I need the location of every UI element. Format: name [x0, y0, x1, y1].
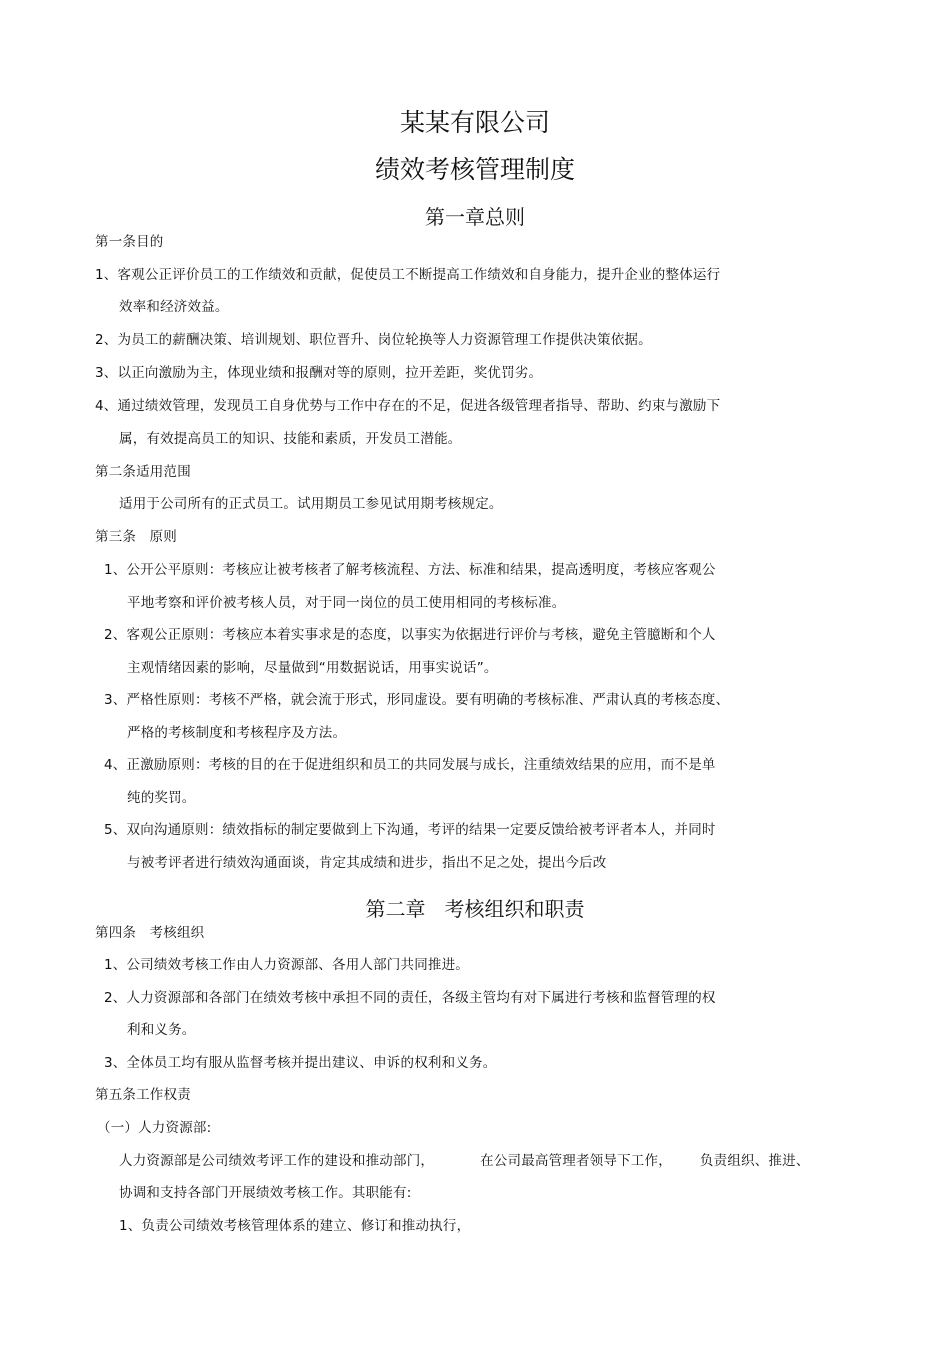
article-1-item-4-line-1: 4、通过绩效管理，发现员工自身优势与工作中存在的不足，促进各级管理者指导、帮助、约束与激励下	[95, 398, 721, 414]
company-name: 某某有限公司	[399, 108, 550, 137]
article-3-item-1-line-2: 平地考察和评价被考核人员，对于同一岗位的员工使用相同的考核标准。	[127, 595, 566, 611]
article-1-item-2: 2、为员工的薪酬决策、培训规划、职位晋升、岗位轮换等人力资源管理工作提供决策依据。	[95, 332, 652, 348]
article-3-item-4-line-2: 纯的奖罚。	[127, 790, 196, 806]
chapter-1-heading: 第一章总则	[425, 205, 525, 229]
article-4-item-2-line-1: 2、人力资源部和各部门在绩效考核中承担不同的责任，各级主管均有对下属进行考核和监督管理的权	[104, 990, 716, 1006]
hr-description-part-b: 在公司最高管理者领导下工作，	[480, 1153, 672, 1169]
hr-description-line-2: 协调和支持各部门开展绩效考核工作。其职能有:	[119, 1185, 412, 1201]
article-2-heading: 第二条适用范围	[95, 464, 191, 480]
article-5-heading: 第五条工作权责	[95, 1087, 191, 1103]
hr-description-part-c: 负责组织、推进、	[699, 1153, 810, 1169]
hr-description-part-a: 人力资源部是公司绩效考评工作的建设和推动部门，	[119, 1153, 435, 1169]
article-4-item-2-line-2: 利和义务。	[127, 1022, 196, 1038]
article-3-item-5-line-1: 5、双向沟通原则：绩效指标的制定要做到上下沟通，考评的结果一定要反馈给被考评者本人，并同时	[104, 822, 716, 838]
article-1-item-1-line-1: 1、客观公正评价员工的工作绩效和贡献，促使员工不断提高工作绩效和自身能力，提升企业的整体运行	[95, 267, 721, 283]
hr-description-line-1	[119, 1155, 810, 1169]
article-4-heading: 第四条 考核组织	[95, 925, 205, 941]
article-1-heading: 第一条目的	[95, 234, 164, 250]
article-3-item-3-line-2: 严格的考核制度和考核程序及方法。	[127, 725, 347, 741]
article-3-item-2-line-2: 主观情绪因素的影响，尽量做到“用数据说话，用事实说话”。	[127, 660, 498, 676]
document-title: 绩效考核管理制度	[374, 155, 575, 184]
article-3-item-3-line-1: 3、严格性原则：考核不严格，就会流于形式，形同虚设。要有明确的考核标准、严肃认真的考核态度、	[104, 692, 730, 708]
chapter-2-heading: 第二章 考核组织和职责	[365, 897, 585, 921]
article-5-subsection-1: （一）人力资源部:	[97, 1120, 212, 1136]
article-4-item-3: 3、全体员工均有服从监督考核并提出建议、申诉的权利和义务。	[104, 1055, 497, 1071]
article-4-item-1: 1、公司绩效考核工作由人力资源部、各用人部门共同推进。	[104, 957, 469, 973]
article-2-text: 适用于公司所有的正式员工。试用期员工参见试用期考核规定。	[119, 496, 503, 512]
article-3-heading: 第三条 原则	[95, 529, 177, 545]
article-1-item-3: 3、以正向激励为主，体现业绩和报酬对等的原则，拉开差距，奖优罚劣。	[95, 365, 543, 381]
article-1-item-1-line-2: 效率和经济效益。	[119, 299, 229, 315]
article-3-item-1-line-1: 1、公开公平原则：考核应让被考核者了解考核流程、方法、标准和结果，提高透明度，考核应客观公	[104, 562, 716, 578]
article-1-item-4-line-2: 属，有效提高员工的知识、技能和素质，开发员工潜能。	[119, 431, 462, 447]
article-3-item-4-line-1: 4、正激励原则：考核的目的在于促进组织和员工的共同发展与成长，注重绩效结果的应用，而不是单	[104, 757, 716, 773]
article-3-item-2-line-1: 2、客观公正原则：考核应本着实事求是的态度，以事实为依据进行评价与考核，避免主管臆断和个人	[104, 627, 716, 643]
hr-duty-1: 1、负责公司绩效考核管理体系的建立、修订和推动执行，	[119, 1218, 471, 1234]
article-3-item-5-line-2: 与被考评者进行绩效沟通面谈，肯定其成绩和进步，指出不足之处，提出今后改	[127, 855, 607, 871]
